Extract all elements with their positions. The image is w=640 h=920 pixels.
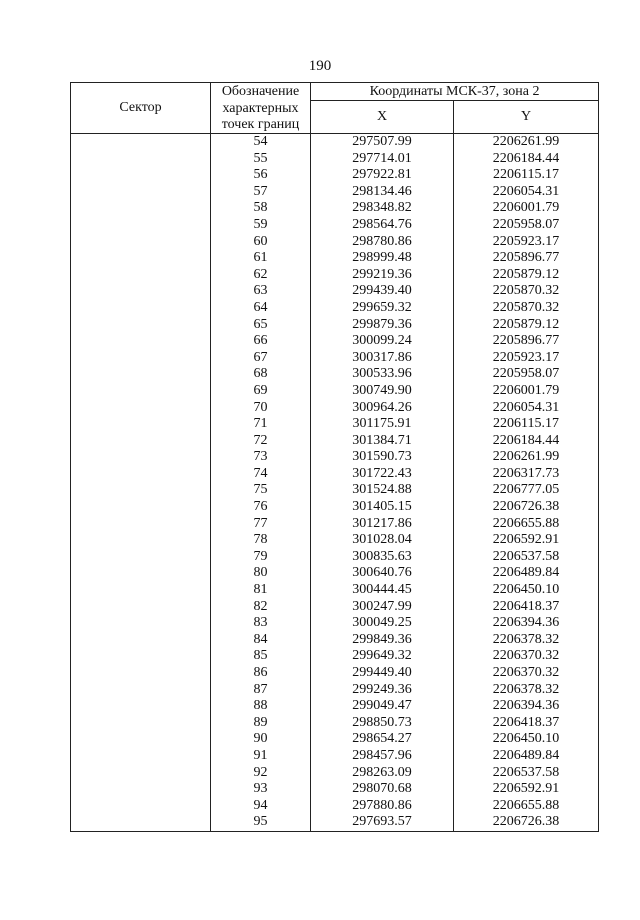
point-cell: 92 (211, 765, 311, 782)
point-cell: 61 (211, 250, 311, 267)
y-coordinate-cell: 2206394.36 (454, 615, 599, 632)
x-coordinate-cell: 299879.36 (311, 317, 454, 334)
designation-header-line2: характерных (222, 100, 299, 116)
point-cell: 75 (211, 482, 311, 499)
x-coordinate-cell: 298457.96 (311, 748, 454, 765)
point-cell: 94 (211, 798, 311, 815)
y-coordinate-cell: 2206370.32 (454, 648, 599, 665)
y-coordinate-cell: 2206537.58 (454, 765, 599, 782)
coordinates-table (70, 82, 599, 832)
y-coordinate-cell: 2206054.31 (454, 184, 599, 201)
page-number: 190 (308, 58, 332, 74)
point-cell: 79 (211, 549, 311, 566)
x-coordinate-cell: 299659.32 (311, 300, 454, 317)
point-cell: 78 (211, 532, 311, 549)
point-cell: 80 (211, 565, 311, 582)
point-cell: 95 (211, 814, 311, 831)
y-coordinate-cell: 2206489.84 (454, 565, 599, 582)
y-coordinate-cell: 2206261.99 (454, 134, 599, 151)
y-coordinate-cell: 2206450.10 (454, 582, 599, 599)
point-cell: 68 (211, 366, 311, 383)
table-row (71, 134, 599, 151)
x-coordinate-cell: 300317.86 (311, 350, 454, 367)
x-coordinate-cell: 301217.86 (311, 516, 454, 533)
y-coordinate-cell: 2206317.73 (454, 466, 599, 483)
point-cell: 77 (211, 516, 311, 533)
y-coordinate-cell: 2206726.38 (454, 814, 599, 831)
x-coordinate-cell: 297922.81 (311, 167, 454, 184)
x-coordinate-cell: 298654.27 (311, 731, 454, 748)
x-coordinate-cell: 298263.09 (311, 765, 454, 782)
x-coordinate-cell: 300444.45 (311, 582, 454, 599)
point-cell: 86 (211, 665, 311, 682)
x-coordinate-cell: 298348.82 (311, 200, 454, 217)
x-coordinate-cell: 297880.86 (311, 798, 454, 815)
sector-cell (71, 134, 211, 832)
y-coordinate-cell: 2206777.05 (454, 482, 599, 499)
y-coordinate-cell: 2206370.32 (454, 665, 599, 682)
point-cell: 56 (211, 167, 311, 184)
y-coordinate-cell: 2205958.07 (454, 366, 599, 383)
point-cell: 58 (211, 200, 311, 217)
x-coordinate-cell: 299249.36 (311, 682, 454, 699)
y-coordinate-cell: 2206001.79 (454, 383, 599, 400)
x-coordinate-cell: 300835.63 (311, 549, 454, 566)
y-coordinate-cell: 2205896.77 (454, 250, 599, 267)
x-coordinate-cell: 298780.86 (311, 234, 454, 251)
x-coordinate-cell: 301524.88 (311, 482, 454, 499)
point-cell: 72 (211, 433, 311, 450)
y-coordinate-cell: 2206394.36 (454, 698, 599, 715)
x-coordinate-cell: 298999.48 (311, 250, 454, 267)
designation-header-line1: Обозначение (211, 83, 311, 101)
point-cell: 59 (211, 217, 311, 234)
x-coordinate-cell: 301028.04 (311, 532, 454, 549)
y-coordinate-cell: 2206489.84 (454, 748, 599, 765)
x-coordinate-cell: 300640.76 (311, 565, 454, 582)
x-coordinate-cell: 298070.68 (311, 781, 454, 798)
point-cell: 82 (211, 599, 311, 616)
point-cell: 90 (211, 731, 311, 748)
x-coordinate-cell: 299849.36 (311, 632, 454, 649)
x-coordinate-cell: 297714.01 (311, 151, 454, 168)
y-coordinate-cell: 2206418.37 (454, 599, 599, 616)
y-coordinate-cell: 2206655.88 (454, 516, 599, 533)
y-coordinate-cell: 2206115.17 (454, 167, 599, 184)
x-coordinate-cell: 299449.40 (311, 665, 454, 682)
point-cell: 69 (211, 383, 311, 400)
point-cell: 63 (211, 283, 311, 300)
point-cell: 88 (211, 698, 311, 715)
point-cell: 65 (211, 317, 311, 334)
sector-header: Сектор (71, 83, 211, 134)
coordinates-header: Координаты МСК-37, зона 2 (311, 83, 599, 101)
point-cell: 91 (211, 748, 311, 765)
designation-header-rest (211, 101, 311, 134)
y-coordinate-cell: 2205896.77 (454, 333, 599, 350)
y-coordinate-cell: 2206001.79 (454, 200, 599, 217)
point-cell: 85 (211, 648, 311, 665)
point-cell: 76 (211, 499, 311, 516)
point-cell: 73 (211, 449, 311, 466)
point-cell: 93 (211, 781, 311, 798)
x-coordinate-cell: 299649.32 (311, 648, 454, 665)
x-coordinate-cell: 300749.90 (311, 383, 454, 400)
y-coordinate-cell: 2205923.17 (454, 234, 599, 251)
y-coordinate-cell: 2206115.17 (454, 416, 599, 433)
x-coordinate-cell: 298850.73 (311, 715, 454, 732)
x-coordinate-cell: 301384.71 (311, 433, 454, 450)
x-coordinate-cell: 299049.47 (311, 698, 454, 715)
x-coordinate-cell: 300099.24 (311, 333, 454, 350)
x-coordinate-cell: 300247.99 (311, 599, 454, 616)
point-cell: 67 (211, 350, 311, 367)
y-coordinate-cell: 2206418.37 (454, 715, 599, 732)
x-coordinate-cell: 300533.96 (311, 366, 454, 383)
x-coordinate-cell: 301405.15 (311, 499, 454, 516)
point-cell: 54 (211, 134, 311, 151)
x-coordinate-cell: 300964.26 (311, 400, 454, 417)
y-column-header: Y (454, 101, 599, 134)
point-cell: 84 (211, 632, 311, 649)
table-body (71, 134, 599, 832)
point-cell: 55 (211, 151, 311, 168)
y-coordinate-cell: 2205870.32 (454, 300, 599, 317)
y-coordinate-cell: 2206655.88 (454, 798, 599, 815)
point-cell: 64 (211, 300, 311, 317)
y-coordinate-cell: 2206592.91 (454, 532, 599, 549)
point-cell: 62 (211, 267, 311, 284)
x-coordinate-cell: 298564.76 (311, 217, 454, 234)
x-coordinate-cell: 298134.46 (311, 184, 454, 201)
point-cell: 71 (211, 416, 311, 433)
x-coordinate-cell: 301590.73 (311, 449, 454, 466)
y-coordinate-cell: 2205923.17 (454, 350, 599, 367)
designation-header-line3: точек границ (221, 116, 300, 132)
point-cell: 70 (211, 400, 311, 417)
x-coordinate-cell: 301722.43 (311, 466, 454, 483)
point-cell: 66 (211, 333, 311, 350)
y-coordinate-cell: 2206184.44 (454, 151, 599, 168)
table-header (71, 83, 599, 134)
y-coordinate-cell: 2206378.32 (454, 682, 599, 699)
x-coordinate-cell: 297693.57 (311, 814, 454, 831)
point-cell: 81 (211, 582, 311, 599)
y-coordinate-cell: 2206261.99 (454, 449, 599, 466)
point-cell: 83 (211, 615, 311, 632)
y-coordinate-cell: 2206184.44 (454, 433, 599, 450)
x-coordinate-cell: 297507.99 (311, 134, 454, 151)
y-coordinate-cell: 2206537.58 (454, 549, 599, 566)
x-coordinate-cell: 299219.36 (311, 267, 454, 284)
y-coordinate-cell: 2206450.10 (454, 731, 599, 748)
y-coordinate-cell: 2206054.31 (454, 400, 599, 417)
y-coordinate-cell: 2206592.91 (454, 781, 599, 798)
y-coordinate-cell: 2205958.07 (454, 217, 599, 234)
x-coordinate-cell: 299439.40 (311, 283, 454, 300)
point-cell: 60 (211, 234, 311, 251)
x-coordinate-cell: 301175.91 (311, 416, 454, 433)
y-coordinate-cell: 2206378.32 (454, 632, 599, 649)
point-cell: 87 (211, 682, 311, 699)
y-coordinate-cell: 2205870.32 (454, 283, 599, 300)
x-coordinate-cell: 300049.25 (311, 615, 454, 632)
point-cell: 89 (211, 715, 311, 732)
y-coordinate-cell: 2205879.12 (454, 317, 599, 334)
point-cell: 57 (211, 184, 311, 201)
point-cell: 74 (211, 466, 311, 483)
y-coordinate-cell: 2206726.38 (454, 499, 599, 516)
x-column-header: X (311, 101, 454, 134)
y-coordinate-cell: 2205879.12 (454, 267, 599, 284)
